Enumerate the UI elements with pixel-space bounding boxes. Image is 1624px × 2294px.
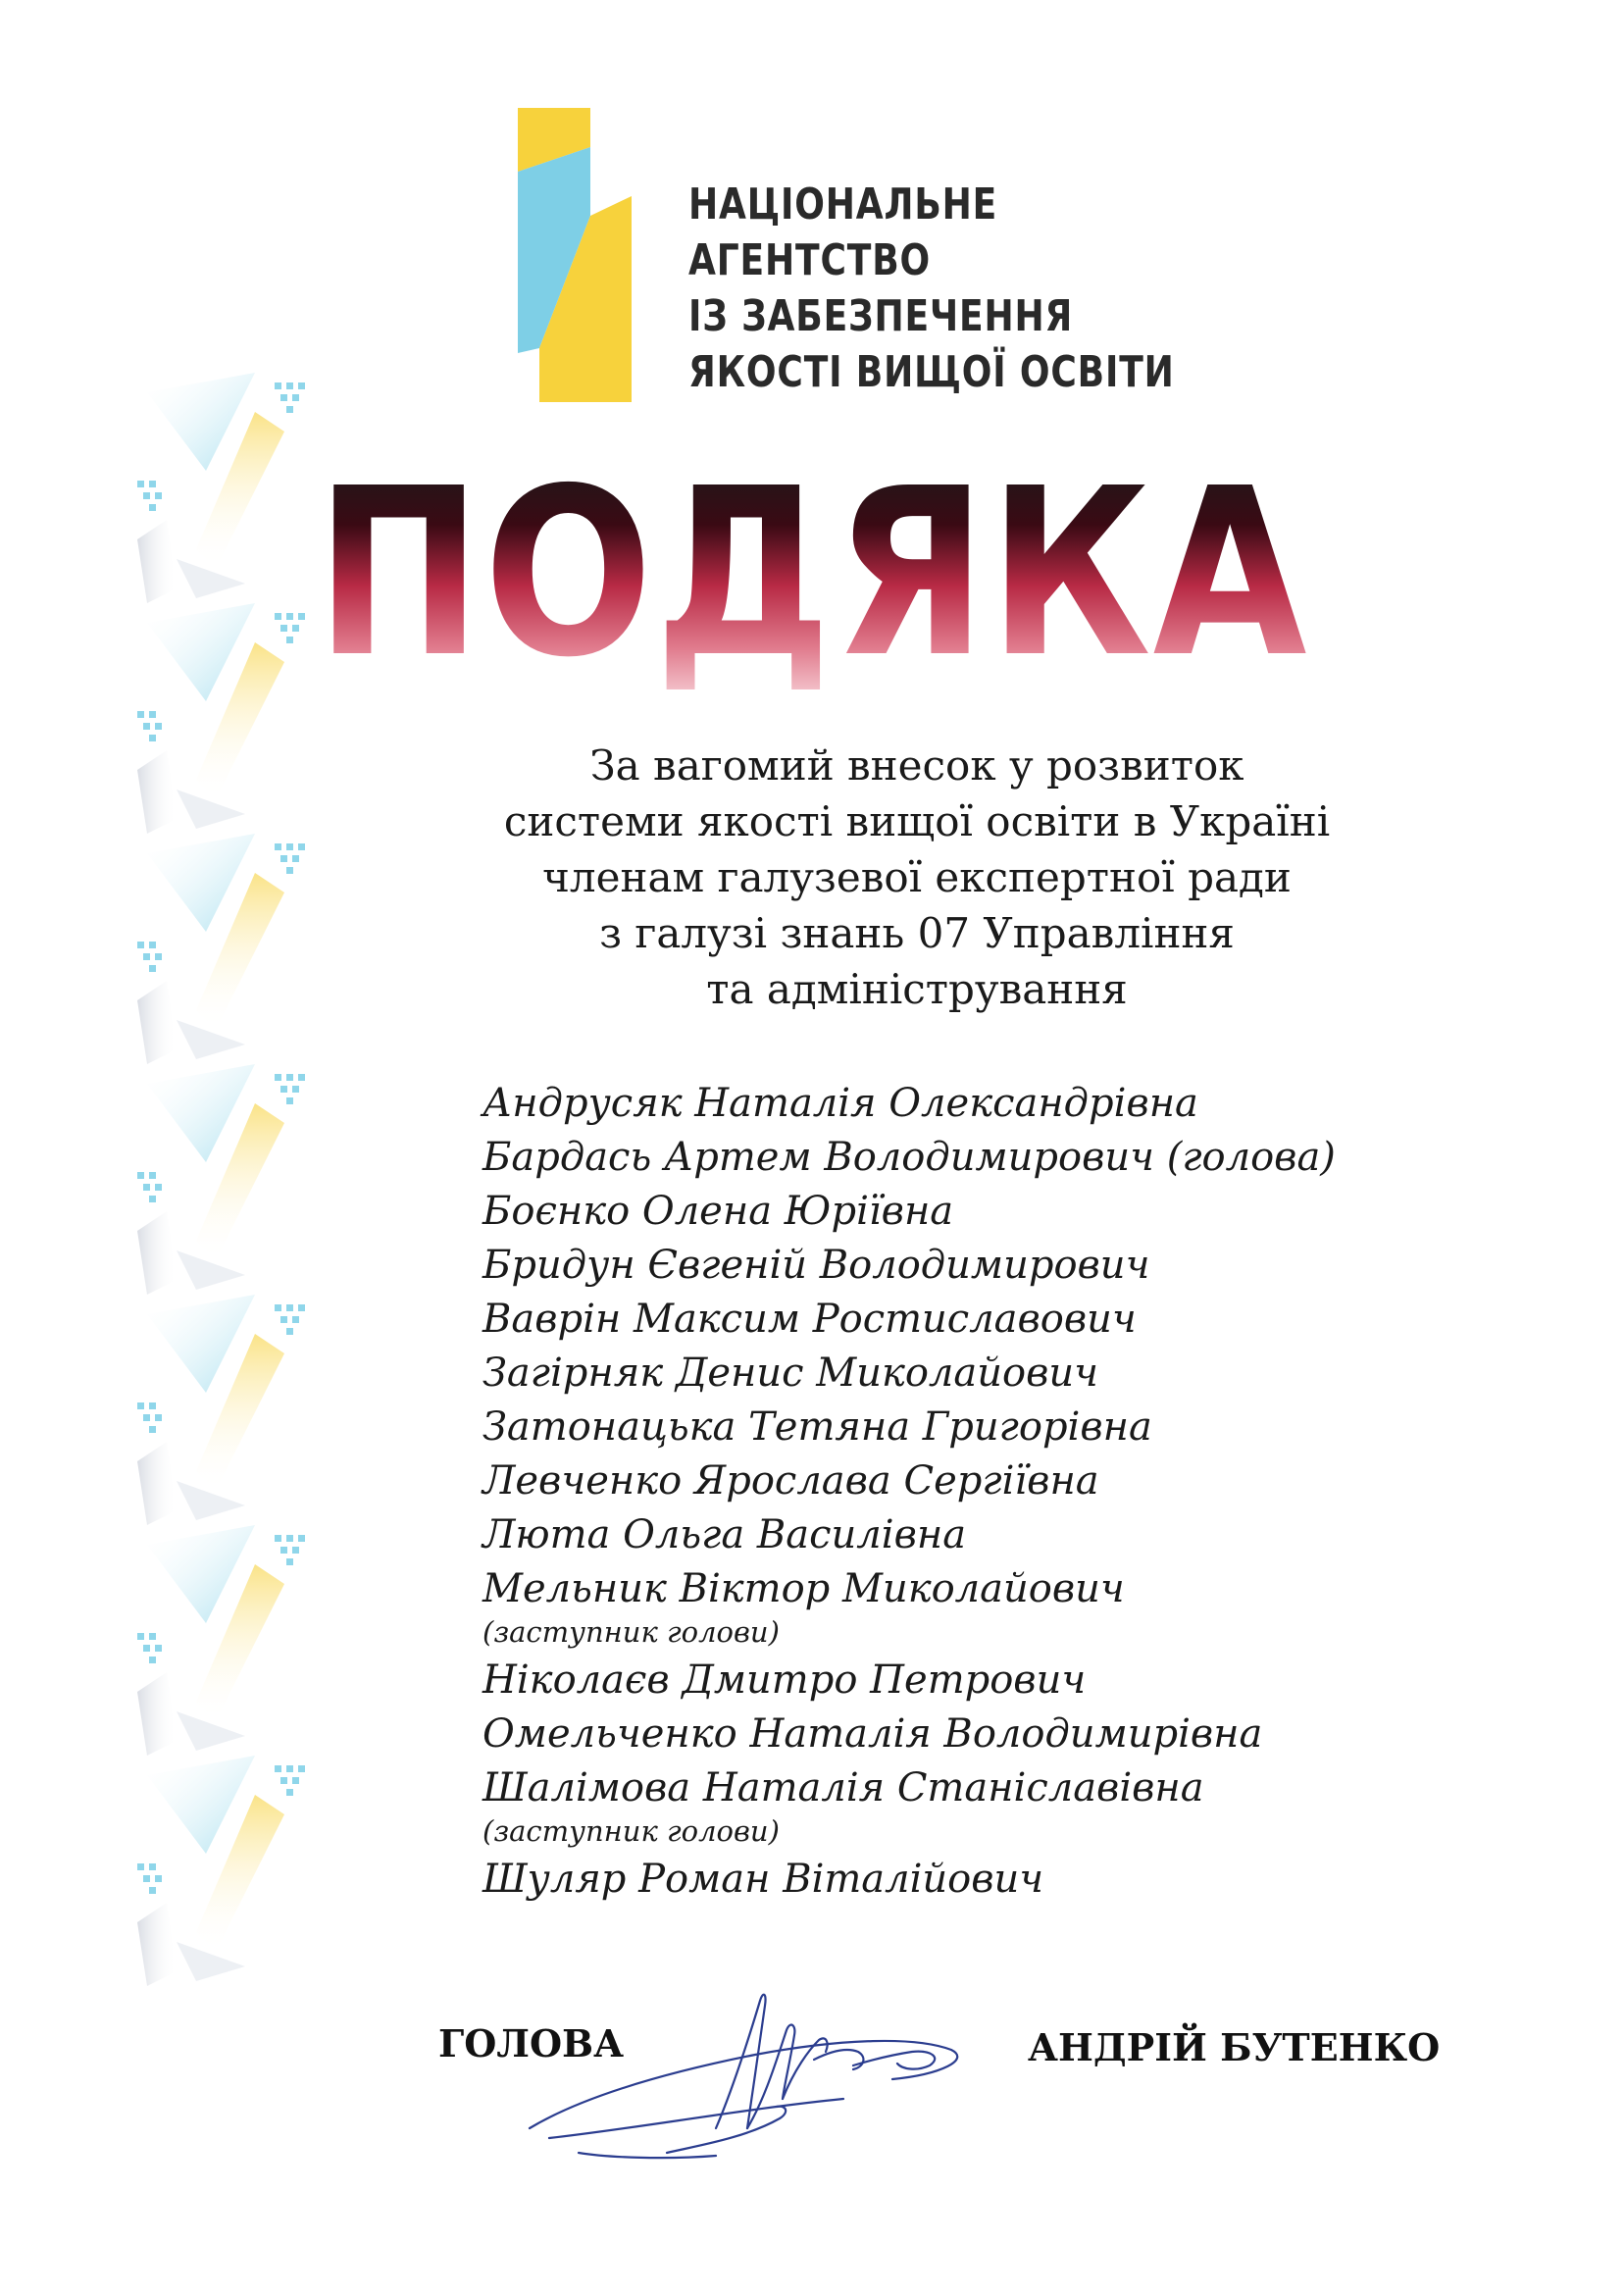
dedication-text xyxy=(353,738,1481,1017)
dedication-line: системи якості вищої освіти в Україні xyxy=(503,797,1331,845)
certificate-title: ПОДЯКА xyxy=(114,451,1510,696)
member-role-note: (заступник голови) xyxy=(482,1814,780,1848)
dedication-line: та адміністрування xyxy=(706,965,1128,1013)
agency-name-line: НАЦІОНАЛЬНЕ xyxy=(688,179,998,229)
member-name: Шуляр Роман Віталійович xyxy=(482,1857,1044,1902)
member-name: Затонацька Тетяна Григорівна xyxy=(482,1404,1152,1450)
member-name: Боєнко Олена Юріївна xyxy=(482,1189,954,1234)
agency-logo-icon xyxy=(510,108,637,402)
member-name: Ваврін Максим Ростиславович xyxy=(482,1297,1137,1342)
member-name: Ніколаєв Дмитро Петрович xyxy=(482,1657,1087,1703)
agency-name-line: ЯКОСТІ ВИЩОЇ ОСВІТИ xyxy=(688,347,1175,397)
agency-name-line: АГЕНТСТВО xyxy=(688,235,932,285)
agency-name-line: ІЗ ЗАБЕЗПЕЧЕННЯ xyxy=(688,291,1074,341)
member-name: Загірняк Денис Миколайович xyxy=(482,1351,1099,1396)
member-name: Левченко Ярослава Сергіївна xyxy=(482,1458,1099,1504)
member-role-note: (заступник голови) xyxy=(482,1615,780,1649)
member-name: Мельник Віктор Миколайович xyxy=(482,1566,1125,1611)
member-name: Бардась Артем Володимирович (голова) xyxy=(482,1135,1336,1180)
member-name: Шалімова Наталія Станіславівна xyxy=(482,1765,1204,1810)
dedication-line: членам галузевої експертної ради xyxy=(542,853,1292,901)
handwritten-signature-icon xyxy=(520,1981,981,2167)
dedication-line: з галузі знань 07 Управління xyxy=(599,909,1235,957)
signatory-name: АНДРІЙ БУТЕНКО xyxy=(1028,2025,1441,2069)
signatory-role: ГОЛОВА xyxy=(438,2021,625,2065)
member-name: Андрусяк Наталія Олександрівна xyxy=(482,1081,1198,1126)
member-name: Бридун Євгеній Володимирович xyxy=(482,1243,1150,1288)
dedication-line: За вагомий внесок у розвиток xyxy=(589,741,1244,790)
member-name: Люта Ольга Василівна xyxy=(482,1512,967,1557)
members-list xyxy=(482,1077,1336,1907)
member-name: Омельченко Наталія Володимирівна xyxy=(482,1711,1263,1757)
agency-name xyxy=(688,177,1175,400)
